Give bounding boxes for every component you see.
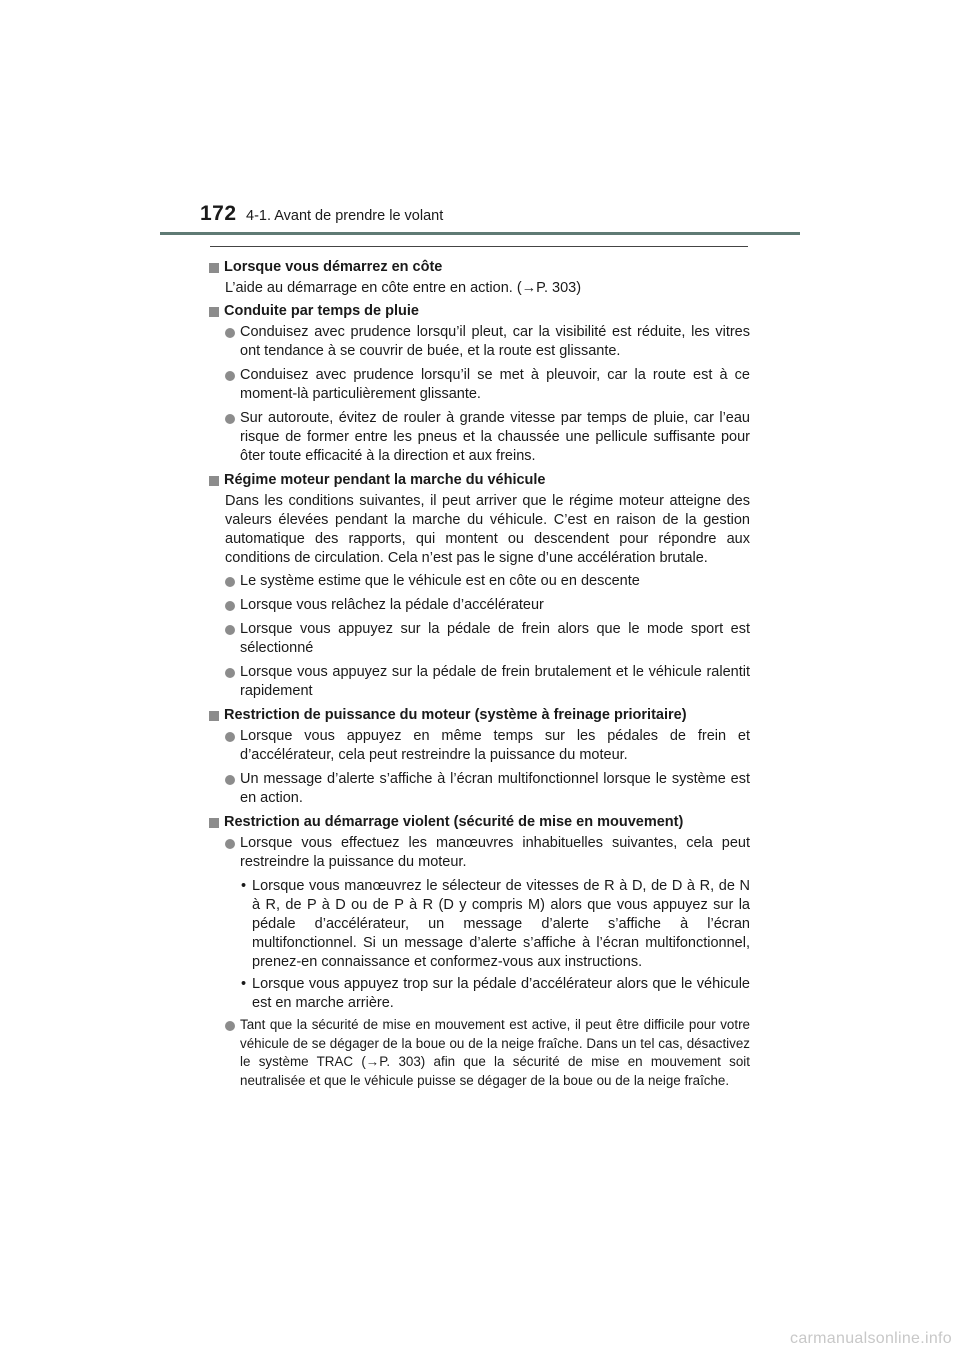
content-rule <box>210 246 748 247</box>
square-bullet-icon <box>209 307 219 317</box>
section-engine-speed <box>208 471 750 701</box>
list-item: Lorsque vous appuyez sur la pédale de frein brutalement et le véhicule ralentit rapidement <box>208 663 750 701</box>
section-rain-driving <box>208 302 750 466</box>
circle-bullet-icon <box>225 732 235 742</box>
circle-bullet-icon <box>225 625 235 635</box>
section-heading: Conduite par temps de pluie <box>208 302 750 321</box>
section-drive-start-control <box>208 813 750 1090</box>
list-item: Le système estime que le véhicule est en côte ou en descente <box>208 572 750 591</box>
chapter-title: 4-1. Avant de prendre le volant <box>246 208 444 224</box>
sub-bullet-mark: • <box>241 878 247 894</box>
page-number: 172 <box>200 202 237 225</box>
list-item: Lorsque vous appuyez en même temps sur les pédales de frein et d’accélérateur, cela peut restreindre la puissance du moteur. <box>208 727 750 765</box>
sub-list-item: • Lorsque vous appuyez trop sur la pédale d’accélérateur alors que le véhicule est en marche arrière. <box>241 976 750 1011</box>
section-heading: Régime moteur pendant la marche du véhicule <box>208 471 750 490</box>
list-item: Conduisez avec prudence lorsqu’il pleut, car la visibilité est réduite, les vitres ont tendance à se couvrir de buée, et la route est glissante. <box>208 323 750 361</box>
circle-bullet-icon <box>225 668 235 678</box>
list-item: Tant que la sécurité de mise en mouvement est active, il peut être difficile pour votre véhicule de se dégager de la boue ou de la neige fraîche. Dans un tel cas, désactivez le système TRAC (→P. 303) afin que la sécurité de mise en mouvement soit neutralisée et que le véhicule puisse se dégager de la boue ou de la neige fraîche. <box>208 1016 750 1090</box>
circle-bullet-icon <box>225 371 235 381</box>
list-item: Lorsque vous effectuez les manœuvres inhabituelles suivantes, cela peut restreindre la puissance du moteur. <box>208 834 750 872</box>
list-item: Lorsque vous relâchez la pédale d’accélérateur <box>208 596 750 615</box>
circle-bullet-icon <box>225 1021 235 1031</box>
circle-bullet-icon <box>225 577 235 587</box>
section-paragraph: L’aide au démarrage en côte entre en action. (→P. 303) <box>225 280 582 296</box>
list-item: Un message d’alerte s’affiche à l’écran multifonctionnel lorsque le système est en action. <box>208 770 750 808</box>
circle-bullet-icon <box>225 775 235 785</box>
square-bullet-icon <box>209 476 219 486</box>
section-hill-start <box>208 258 750 298</box>
section-brake-override <box>208 706 750 808</box>
list-item: Conduisez avec prudence lorsqu’il se met à pleuvoir, car la route est à ce moment-là particulièrement glissante. <box>208 366 750 404</box>
section-heading: Lorsque vous démarrez en côte <box>208 258 750 277</box>
square-bullet-icon <box>209 711 219 721</box>
square-bullet-icon <box>209 263 219 273</box>
section-heading: Restriction de puissance du moteur (système à freinage prioritaire) <box>208 706 750 725</box>
square-bullet-icon <box>209 818 219 828</box>
circle-bullet-icon <box>225 328 235 338</box>
section-heading: Restriction au démarrage violent (sécurité de mise en mouvement) <box>208 813 750 832</box>
header-rule <box>160 232 800 235</box>
circle-bullet-icon <box>225 414 235 424</box>
list-item: Lorsque vous appuyez sur la pédale de frein alors que le mode sport est sélectionné <box>208 620 750 658</box>
circle-bullet-icon <box>225 601 235 611</box>
sub-bullet-mark: • <box>241 976 247 992</box>
sub-list-item: • Lorsque vous manœuvrez le sélecteur de vitesses de R à D, de D à R, de N à R, de P à D ou de P à R (D y compris M) alors que vous appuyez sur la pédale d’accélérateur, un message d’alerte s’affiche à l’écran multifonctionnel. Si un message d’alerte s’affiche à l’écran multifonctionnel, prenez-en connaissance et conformez-vous aux instructions. <box>241 878 750 970</box>
circle-bullet-icon <box>225 839 235 849</box>
list-item: Sur autoroute, évitez de rouler à grande vitesse par temps de pluie, car l’eau risque de former entre les pneus et la chaussée une pellicule suffisante pour ôter toute efficacité à la direction et aux freins. <box>208 409 750 466</box>
section-paragraph: Dans les conditions suivantes, il peut arriver que le régime moteur atteigne des valeurs élevées pendant la marche du véhicule. C’est en raison de la gestion automatique des rapports, qui montent ou descendent pour répondre aux conditions de circulation. Cela n’est pas le signe d’une accélération brutale. <box>225 493 750 566</box>
page-content <box>208 254 750 1095</box>
watermark: carmanualsonline.info <box>790 1330 952 1347</box>
